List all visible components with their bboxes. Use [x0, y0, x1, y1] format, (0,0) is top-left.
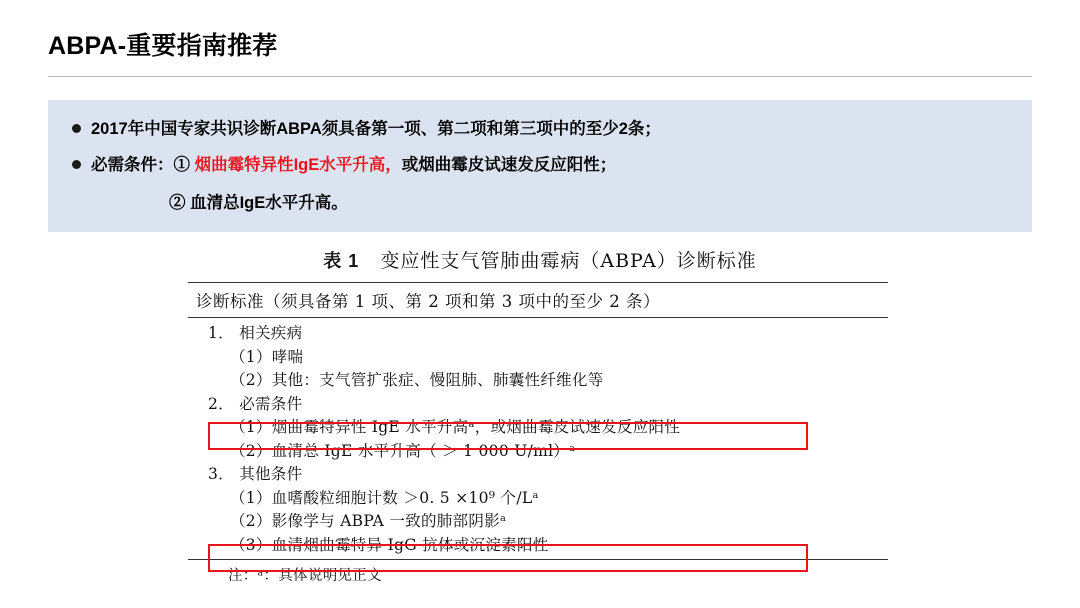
table-body — [188, 318, 888, 559]
callout-bullet-2 — [48, 140, 1032, 176]
table-row-boxed: （3）血清烟曲霉特异 IgG 抗体或沉淀素阳性 — [230, 535, 549, 554]
figure-title — [48, 240, 1032, 273]
callout-bullet-2-prefix: 必需条件： — [91, 156, 174, 175]
callout-bullet-2-highlight: 烟曲霉特异性IgE水平升高， — [194, 156, 402, 175]
callout-bullet-1-text: 2017年中国专家共识诊断ABPA须具备第一项、第二项和第三项中的至少2条； — [91, 120, 661, 138]
criteria-table — [188, 282, 888, 585]
table-row: 1． 相关疾病 — [208, 324, 303, 342]
callout-bullet-2-text — [91, 154, 616, 176]
table-note: 注：ᵃ：具体说明见正文 — [228, 568, 382, 585]
callout-bullet-2-rest: 或烟曲霉皮试速发反应阳性； — [401, 156, 617, 175]
callout-box — [48, 100, 1032, 232]
table-row: （1）哮喘 — [230, 347, 304, 366]
table-row: 3． 其他条件 — [208, 465, 303, 484]
figure-table-image — [48, 240, 1032, 590]
table-row: （2）影像学与 ABPA 一致的肺部阴影ᵃ — [230, 512, 507, 531]
bullet-dot-icon — [72, 160, 81, 169]
table-row: （1）血嗜酸粒细胞计数 ＞0. 5 ×10⁹ 个/Lᵃ — [230, 488, 539, 507]
callout-bullet-2-marker: ① — [173, 156, 190, 175]
page-title: ABPA-重要指南推荐 — [48, 32, 278, 60]
callout-sub-line: ② 血清总IgE水平升高。 — [169, 193, 348, 212]
table-row: （2）血清总 IgE 水平升高（ ＞ 1 000 U/ml）ᵃ — [230, 441, 576, 460]
bullet-dot-icon — [72, 124, 81, 133]
table-header: 诊断标准（须具备第 1 项、第 2 项和第 3 项中的至少 2 条） — [196, 292, 660, 311]
table-row: 2． 必需条件 — [208, 394, 303, 413]
figure-table-label: 表 1 — [323, 251, 360, 271]
table-row: （2）其他：支气管扩张症、慢阻肺、肺囊性纤维化等 — [230, 371, 604, 390]
title-divider — [48, 76, 1032, 77]
figure-table-title: 变应性支气管肺曲霉病（ABPA）诊断标准 — [380, 250, 757, 272]
callout-bullet-1 — [48, 100, 1032, 140]
table-row-boxed: （1）烟曲霉特异性 IgE 水平升高ᵃ，或烟曲霉皮试速发反应阳性 — [230, 418, 681, 437]
